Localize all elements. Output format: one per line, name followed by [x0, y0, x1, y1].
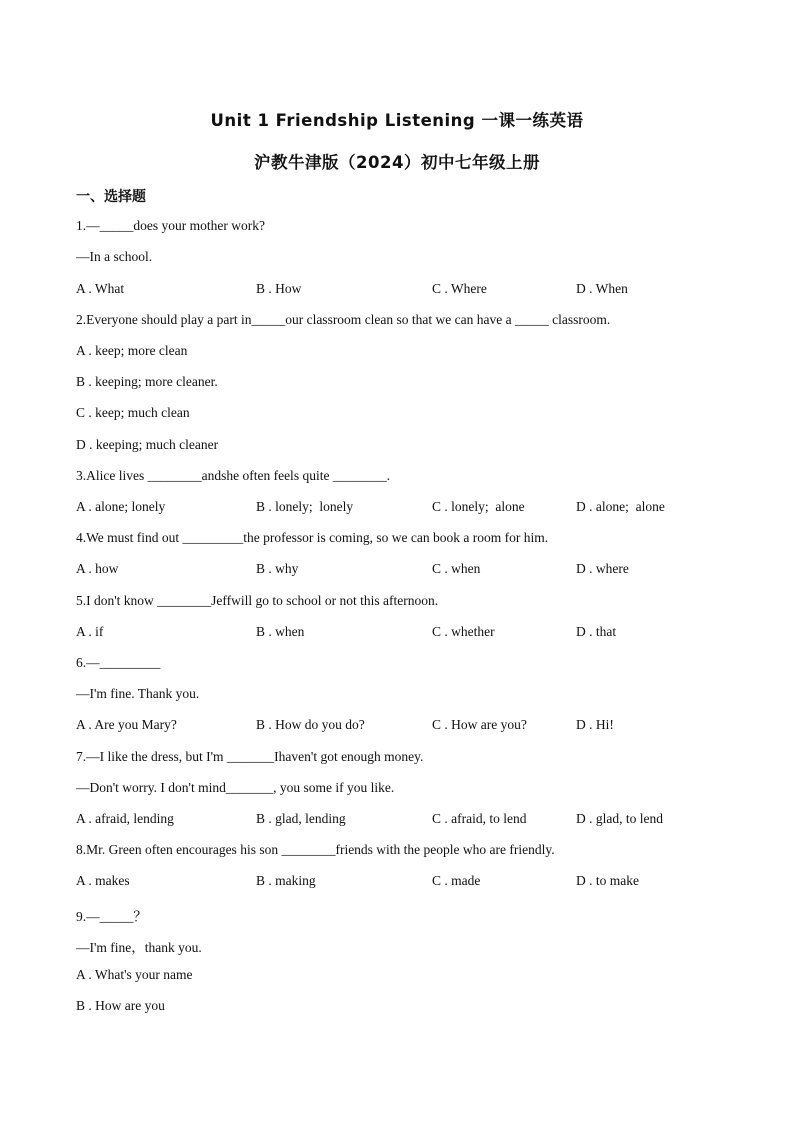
question-5-option-b: B . when — [256, 624, 305, 639]
question-7-option-d: D . glad, to lend — [576, 811, 663, 826]
question-3-option-a: A . alone; lonely — [76, 499, 166, 514]
question-6-option-c: C . How are you? — [432, 717, 527, 732]
question-9-option-a: A . What's your name — [76, 967, 193, 982]
question-5-line-1: 5.I don't know ________Jeffwill go to school or not this afternoon. — [76, 593, 439, 608]
question-9-option-b: B . How are you — [76, 998, 165, 1013]
question-4-option-a: A . how — [76, 561, 119, 576]
question-3-option-c: C . lonely; alone — [432, 499, 525, 514]
document-title: Unit 1 Friendship Listening 一课一练英语 — [210, 111, 584, 130]
question-8-option-c: C . made — [432, 873, 481, 888]
question-7-option-a: A . afraid, lending — [76, 811, 174, 826]
question-7-option-c: C . afraid, to lend — [432, 811, 527, 826]
question-4-option-b: B . why — [256, 561, 299, 576]
question-1-option-c: C . Where — [432, 281, 487, 296]
question-2-option-d: D . keeping; much cleaner — [76, 437, 219, 452]
question-6-line-1: 6.—_________ — [76, 655, 161, 670]
section-heading: 一、选择题 — [76, 189, 146, 205]
question-1-option-b: B . How — [256, 281, 302, 296]
question-2-option-c: C . keep; much clean — [76, 405, 190, 420]
question-4-option-c: C . when — [432, 561, 481, 576]
question-6-line-2: —I'm fine. Thank you. — [76, 686, 200, 701]
question-9-line-2: —I'm fine，thank you. — [76, 940, 202, 955]
question-3-option-d: D . alone; alone — [576, 499, 665, 514]
document-subtitle: 沪教牛津版（2024）初中七年级上册 — [254, 153, 540, 172]
question-9-line-1: 9.—_____？ — [76, 909, 147, 924]
question-7-line-1: 7.—I like the dress, but I'm _______Ihaven't got enough money. — [76, 749, 424, 764]
question-6-option-d: D . Hi! — [576, 717, 614, 732]
question-4-option-d: D . where — [576, 561, 629, 576]
question-3-line-1: 3.Alice lives ________andshe often feels quite ________. — [76, 468, 391, 483]
question-8-line-1: 8.Mr. Green often encourages his son ________friends with the people who are friendly. — [76, 842, 555, 857]
question-1-line-1: 1.—_____does your mother work? — [76, 218, 265, 233]
question-7-option-b: B . glad, lending — [256, 811, 346, 826]
question-3-option-b: B . lonely; lonely — [256, 499, 354, 514]
question-2-option-a: A . keep; more clean — [76, 343, 188, 358]
question-8-option-d: D . to make — [576, 873, 639, 888]
question-2-line-1: 2.Everyone should play a part in_____our classroom clean so that we can have a _____ classroom. — [76, 312, 611, 327]
question-6-option-b: B . How do you do? — [256, 717, 365, 732]
question-5-option-a: A . if — [76, 624, 104, 639]
question-7-line-2: —Don't worry. I don't mind_______, you some if you like. — [76, 780, 395, 795]
question-1-option-d: D . When — [576, 281, 628, 296]
question-1-option-a: A . What — [76, 281, 125, 296]
question-8-option-b: B . making — [256, 873, 316, 888]
question-4-line-1: 4.We must find out _________the professor is coming, so we can book a room for him. — [76, 530, 549, 545]
question-2-option-b: B . keeping; more cleaner. — [76, 374, 218, 389]
question-1-line-2: —In a school. — [76, 249, 153, 264]
question-6-option-a: A . Are you Mary? — [76, 717, 177, 732]
question-5-option-c: C . whether — [432, 624, 495, 639]
question-8-option-a: A . makes — [76, 873, 130, 888]
question-5-option-d: D . that — [576, 624, 617, 639]
